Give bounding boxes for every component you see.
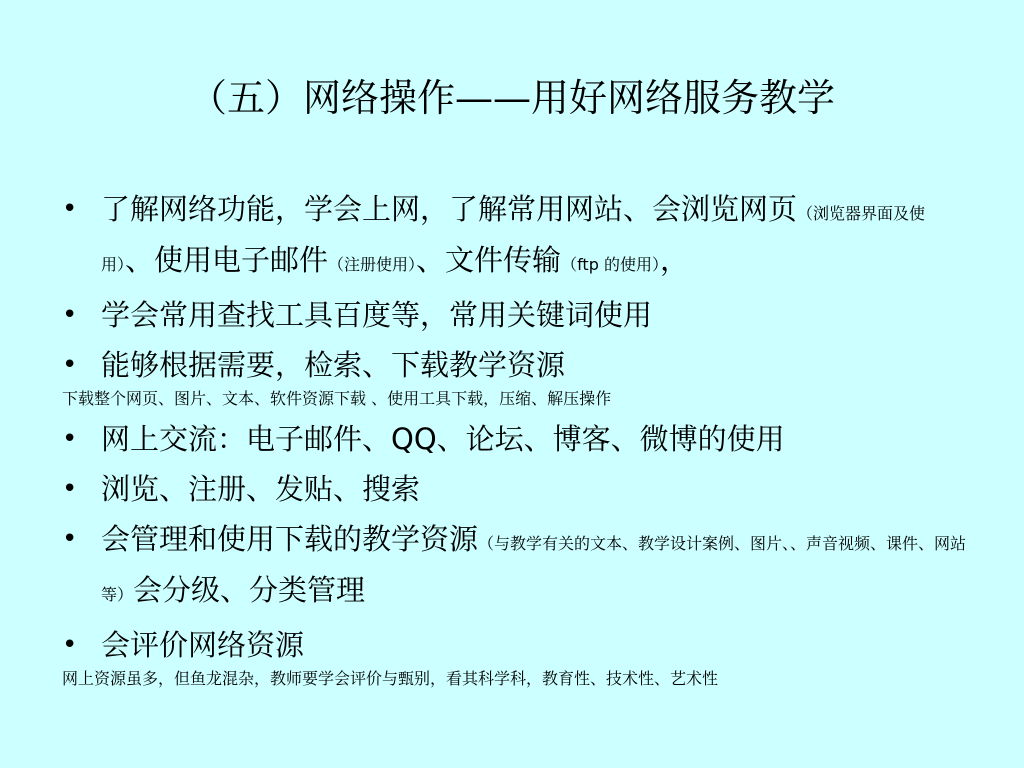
bullet-text: 学会常用查找工具百度等，常用关键词使用 bbox=[101, 298, 653, 332]
bullet-subtext: （ bbox=[561, 255, 578, 274]
bullet-item bbox=[62, 186, 972, 288]
bullet-icon: • bbox=[62, 630, 78, 660]
bullet-icon: • bbox=[62, 194, 78, 224]
bullet-icon: • bbox=[62, 524, 78, 554]
bullet-icon: • bbox=[62, 424, 78, 454]
bullet-subtext: （浏览器界面及使用） bbox=[101, 204, 926, 274]
bullet-subtext: （与教学有关的文本、教学设计案例、图片、、声音视频、课件、网站等） bbox=[101, 534, 967, 604]
bullet-text: ， bbox=[659, 243, 689, 277]
bullet-text: 会评价网络资源 bbox=[101, 628, 305, 662]
bullet-subtext: 的使用） bbox=[598, 255, 660, 274]
bullet-icon: • bbox=[62, 300, 78, 330]
bullet-item bbox=[62, 622, 972, 668]
bullet-text: 、使用电子邮件 bbox=[125, 243, 329, 277]
bullet-text: 、论坛、博客、微博的使用 bbox=[436, 422, 785, 456]
bullet-text: QQ bbox=[391, 422, 437, 456]
bullet-item bbox=[62, 416, 972, 462]
bullet-text: 网上交流：电子邮件、 bbox=[101, 422, 392, 456]
bullet-item bbox=[62, 292, 972, 338]
bullet-text: 了解网络功能，学会上网，了解常用网站、会浏览网页 bbox=[101, 192, 798, 226]
bullet-item bbox=[62, 466, 972, 512]
bullet-text: 、文件传输 bbox=[416, 243, 562, 277]
bullet-text: 浏览、注册、发贴、搜索 bbox=[101, 472, 421, 506]
bullet-item bbox=[62, 516, 972, 618]
bullet-icon: • bbox=[62, 474, 78, 504]
bullet-icon: • bbox=[62, 350, 78, 380]
bullet-subtext: ftp bbox=[577, 255, 599, 274]
bullet-text: 会分级、分类管理 bbox=[133, 573, 366, 607]
note-text: 网上资源虽多，但鱼龙混杂，教师要学会评价与甄别，看其科学科，教育性、技术性、艺术性 bbox=[62, 669, 719, 688]
note-text: 下载整个网页、图片、文本、软件资源下载 、使用工具下载，压缩、解压操作 bbox=[62, 389, 612, 408]
slide-body bbox=[62, 186, 972, 696]
bullet-subtext: （注册使用） bbox=[328, 255, 417, 274]
bullet-item bbox=[62, 342, 972, 388]
bullet-text: 会管理和使用下载的教学资源 bbox=[101, 522, 479, 556]
slide-title: （五）网络操作——用好网络服务教学 bbox=[188, 76, 835, 120]
bullet-text: 能够根据需要，检索、下载教学资源 bbox=[101, 348, 566, 382]
